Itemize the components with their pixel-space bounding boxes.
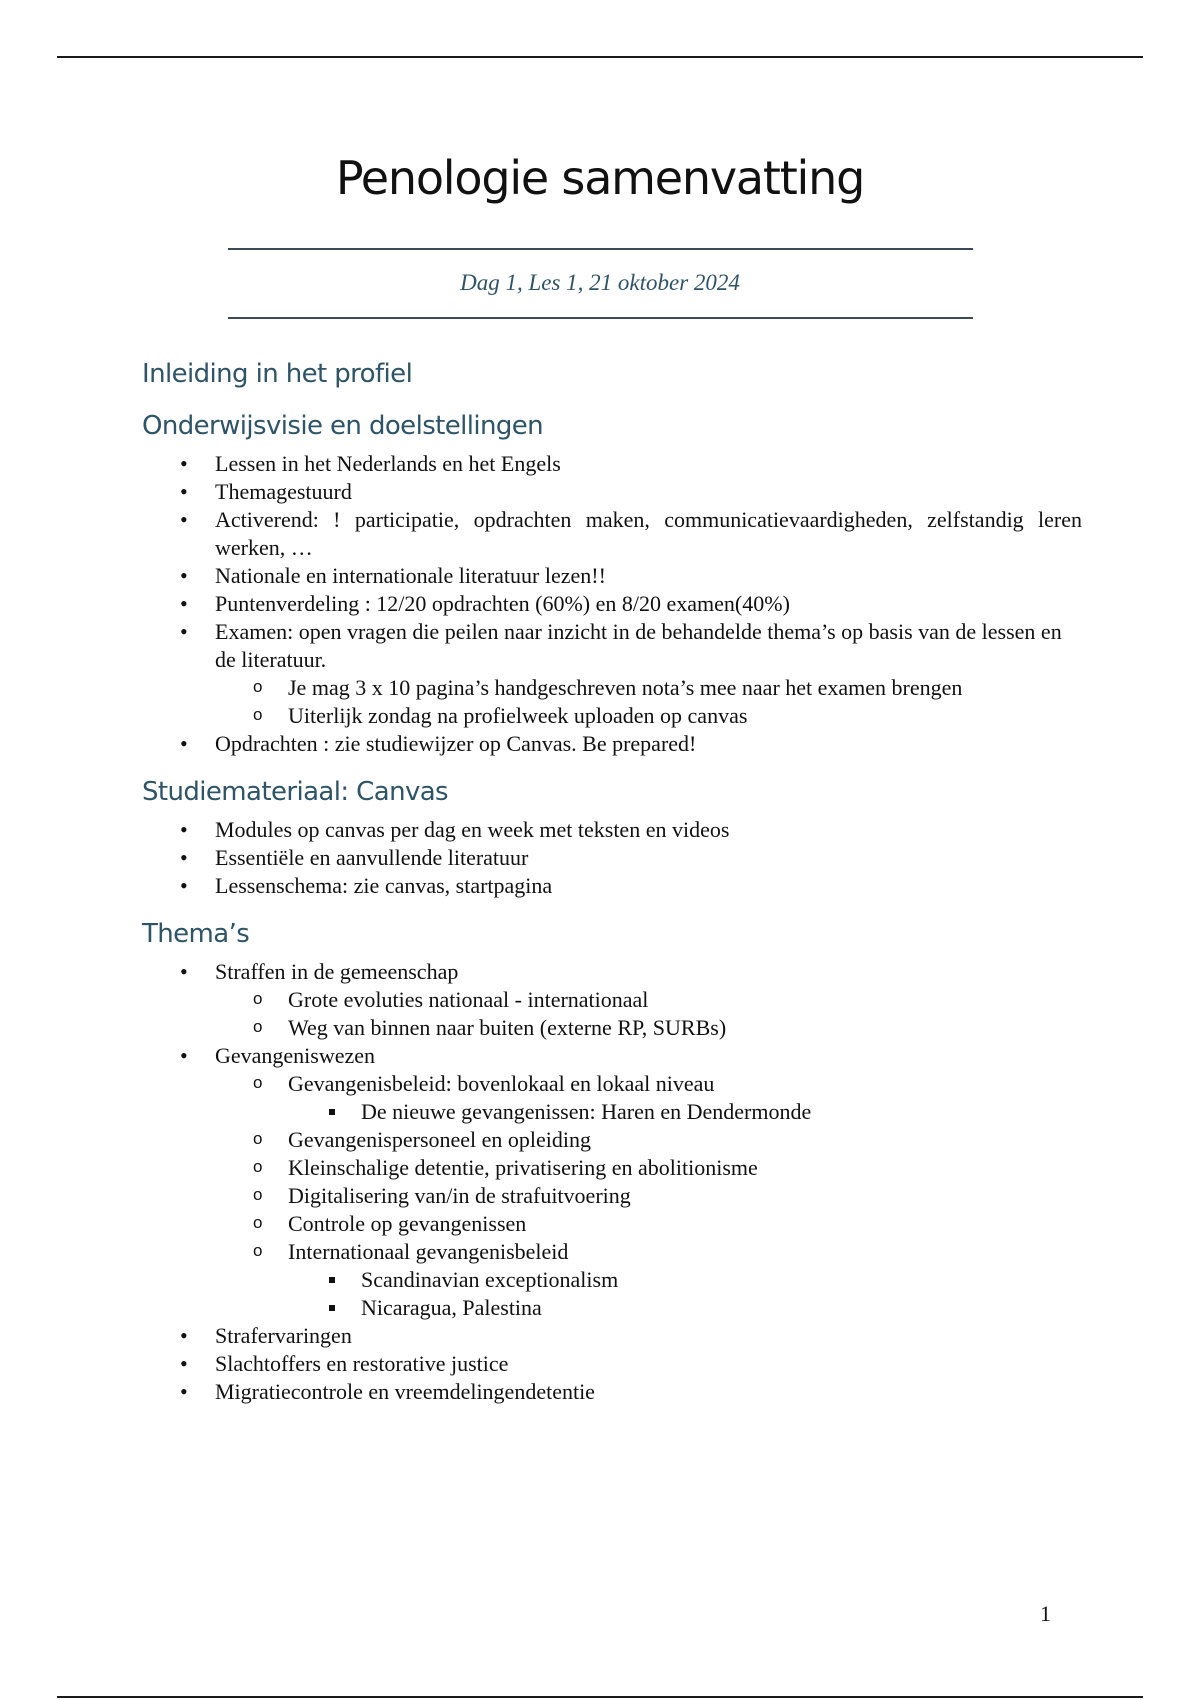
list-item: o Weg van binnen naar buiten (externe RP, SURBs) <box>215 1014 1082 1042</box>
list-item: • Strafervaringen <box>142 1322 1082 1350</box>
list-item: Nicaragua, Palestina <box>288 1294 1082 1322</box>
list-item: • Nationale en internationale literatuur lezen!! <box>142 562 1082 590</box>
list-item: • Lessenschema: zie canvas, startpagina <box>142 872 1082 900</box>
list-item: • Lessen in het Nederlands en het Engels <box>142 450 1082 478</box>
international-sublist <box>288 1266 1082 1322</box>
list-item: • Straffen in de gemeenschap o Grote evoluties nationaal - internationaal o Weg van binnen naar buiten (externe RP, SURBs) <box>142 958 1082 1042</box>
page-number: 1 <box>1040 1601 1051 1626</box>
list-item: o Uiterlijk zondag na profielweek uploaden op canvas <box>215 702 1082 730</box>
list-item: o Internationaal gevangenisbeleid Scandinavian exceptionalism Nicaragua, Palestina <box>215 1238 1082 1322</box>
document-subtitle: Dag 1, Les 1, 21 oktober 2024 <box>460 270 740 295</box>
document-body <box>142 354 1082 1406</box>
list-item: o Digitalisering van/in de strafuitvoering <box>215 1182 1082 1210</box>
page-top-rule <box>57 56 1143 58</box>
heading-vision: Onderwijsvisie en doelstellingen <box>142 411 544 441</box>
list-item: • Puntenverdeling : 12/20 opdrachten (60%) en 8/20 examen(40%) <box>142 590 1082 618</box>
material-list <box>142 816 1082 900</box>
heading-intro: Inleiding in het profiel <box>142 359 413 389</box>
page-bottom-rule <box>57 1696 1143 1698</box>
list-item: De nieuwe gevangenissen: Haren en Dendermonde <box>288 1098 1082 1126</box>
subtitle-rule-top <box>228 248 973 250</box>
list-item: Scandinavian exceptionalism <box>288 1266 1082 1294</box>
exam-sublist <box>215 674 1082 730</box>
list-item: o Controle op gevangenissen <box>215 1210 1082 1238</box>
policy-sublist <box>288 1098 1082 1126</box>
subtitle-rule-bottom <box>228 317 973 319</box>
themes-list <box>142 958 1082 1406</box>
heading-themes: Thema’s <box>142 919 250 949</box>
list-item: • Modules op canvas per dag en week met teksten en videos <box>142 816 1082 844</box>
list-item: • Opdrachten : zie studiewijzer op Canvas. Be prepared! <box>142 730 1082 758</box>
community-sublist <box>215 986 1082 1042</box>
document-title: Penologie samenvatting <box>335 151 865 205</box>
vision-list <box>142 450 1082 758</box>
list-item: • Gevangeniswezen o Gevangenisbeleid: bovenlokaal en lokaal niveau De nieuwe gevangenissen: Haren en Dendermonde o Gevangenispersoneel en opleiding o Kleinschalige detentie, privatisering en abolitionisme o Digitalisering van/in de strafuitvoering o Controle op gevangenissen o Internationaal gevangenisbeleid Scandinavian exceptionalism Nicaragua, Palestina <box>142 1042 1082 1322</box>
list-item: • Themagestuurd <box>142 478 1082 506</box>
list-item: o Kleinschalige detentie, privatisering en abolitionisme <box>215 1154 1082 1182</box>
list-item: • Examen: open vragen die peilen naar inzicht in de behandelde thema’s op basis van de lessen en de literatuur. o Je mag 3 x 10 pagina’s handgeschreven nota’s mee naar het examen brengen o Uiterlijk zondag na profielweek uploaden op canvas <box>142 618 1082 730</box>
list-item: o Grote evoluties nationaal - internationaal <box>215 986 1082 1014</box>
heading-material: Studiemateriaal: Canvas <box>142 777 449 807</box>
list-item: • Activerend: ! participatie, opdrachten maken, communicatievaardigheden, zelfstandig leren werken, … <box>142 506 1082 562</box>
list-item: • Slachtoffers en restorative justice <box>142 1350 1082 1378</box>
list-item: o Je mag 3 x 10 pagina’s handgeschreven nota’s mee naar het examen brengen <box>215 674 1082 702</box>
list-item: o Gevangenisbeleid: bovenlokaal en lokaal niveau De nieuwe gevangenissen: Haren en Dendermonde <box>215 1070 1082 1126</box>
list-item: • Essentiële en aanvullende literatuur <box>142 844 1082 872</box>
list-item: o Gevangenispersoneel en opleiding <box>215 1126 1082 1154</box>
prison-sublist <box>215 1070 1082 1322</box>
list-item: • Migratiecontrole en vreemdelingendetentie <box>142 1378 1082 1406</box>
